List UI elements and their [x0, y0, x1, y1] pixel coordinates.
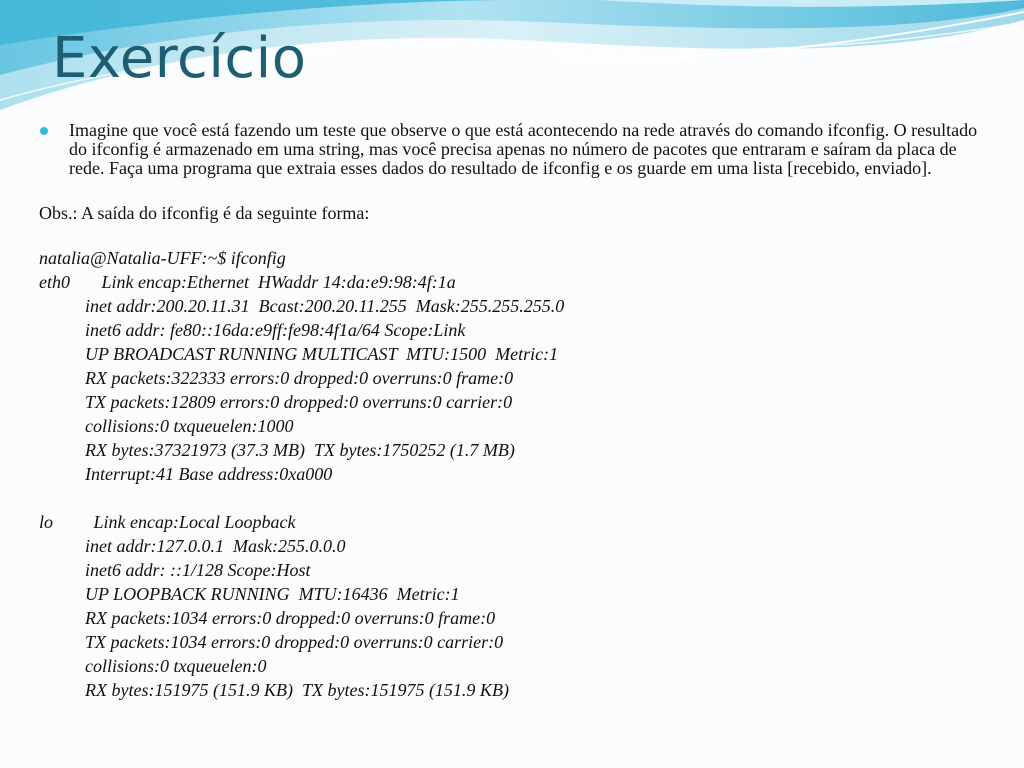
bullet-dot-icon [40, 127, 48, 135]
lo-flags: UP LOOPBACK RUNNING MTU:16436 Metric:1 [85, 584, 460, 604]
lo-tx-packets: TX packets:1034 errors:0 dropped:0 overruns:0 carrier:0 [85, 632, 504, 652]
lo-iface-line: lo Link encap:Local Loopback [39, 512, 296, 532]
eth0-tx-packets: TX packets:12809 errors:0 dropped:0 overruns:0 carrier:0 [85, 392, 513, 412]
lo-rx-packets: RX packets:1034 errors:0 dropped:0 overruns:0 frame:0 [85, 608, 496, 628]
lo-collisions: collisions:0 txqueuelen:0 [85, 656, 267, 676]
eth0-flags: UP BROADCAST RUNNING MULTICAST MTU:1500 Metric:1 [85, 344, 559, 364]
eth0-interrupt: Interrupt:41 Base address:0xa000 [85, 464, 333, 484]
bullet-text: Imagine que você está fazendo um teste que observe o que está acontecendo na rede através do comando ifconfig. O resultado do ifconfig é armazenado em uma string, mas você precisa apenas no número de pacotes que entraram e saíram da placa de rede. Faça uma programa que extraia esses dados do resultado de ifconfig e os guarde em uma lista [recebido, enviado]. [69, 120, 978, 178]
eth0-rx-packets: RX packets:322333 errors:0 dropped:0 overruns:0 frame:0 [85, 368, 514, 388]
terminal-prompt: natalia@Natalia-UFF:~$ ifconfig [39, 248, 286, 268]
eth0-inet: inet addr:200.20.11.31 Bcast:200.20.11.255 Mask:255.255.255.0 [85, 296, 565, 316]
eth0-inet6: inet6 addr: fe80::16da:e9ff:fe98:4f1a/64 Scope:Link [85, 320, 466, 340]
lo-bytes: RX bytes:151975 (151.9 KB) TX bytes:151975 (151.9 KB) [85, 680, 509, 700]
slide-title: Exercício [52, 26, 307, 91]
eth0-collisions: collisions:0 txqueuelen:1000 [85, 416, 294, 436]
obs-text: Obs.: A saída do ifconfig é da seguinte forma: [39, 203, 370, 223]
lo-inet6: inet6 addr: ::1/128 Scope:Host [85, 560, 311, 580]
eth0-bytes: RX bytes:37321973 (37.3 MB) TX bytes:1750252 (1.7 MB) [85, 440, 515, 460]
eth0-iface-line: eth0 Link encap:Ethernet HWaddr 14:da:e9:98:4f:1a [39, 272, 456, 292]
lo-inet: inet addr:127.0.0.1 Mask:255.0.0.0 [85, 536, 346, 556]
